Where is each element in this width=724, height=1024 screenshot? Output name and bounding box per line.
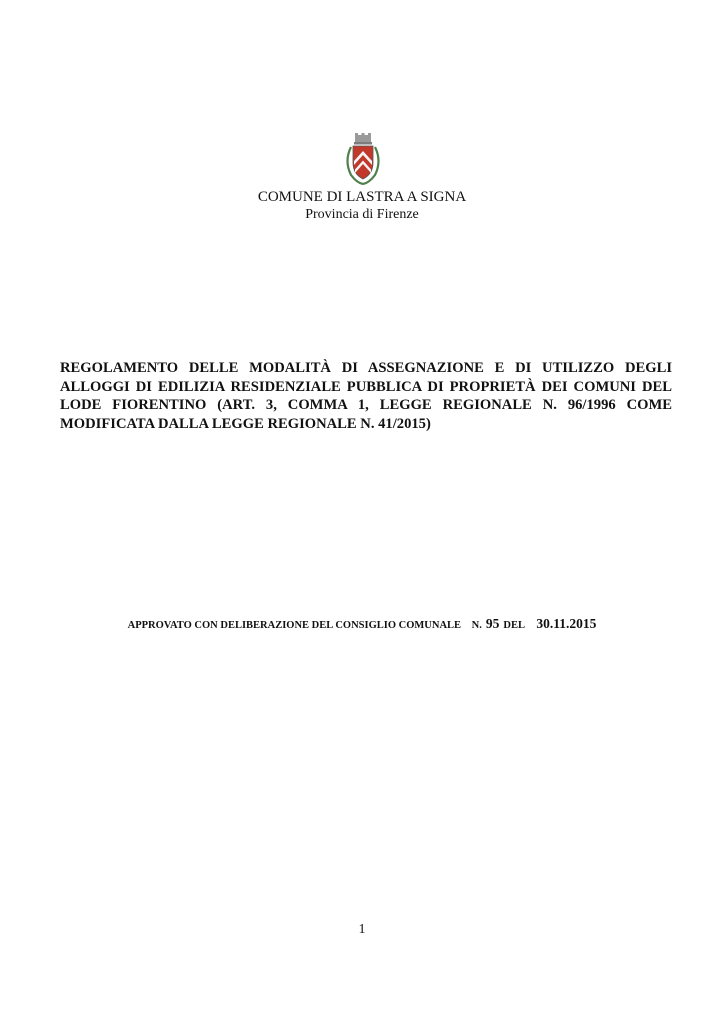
title-line: MODIFICATA DALLA LEGGE REGIONALE N. 41/2015) — [60, 415, 431, 432]
approval-text: APPROVATO CON DELIBERAZIONE DEL CONSIGLIO COMUNALE — [127, 620, 462, 631]
province-name: Provincia di Firenze — [305, 207, 419, 222]
regulation-title — [60, 359, 672, 433]
coat-of-arms-emblem — [343, 133, 383, 187]
page-number: 1 — [358, 922, 366, 937]
title-line: REGOLAMENTO DELLE MODALITÀ DI ASSEGNAZIONE E DI UTILIZZO DEGLI — [60, 360, 672, 376]
title-line: ALLOGGI DI EDILIZIA RESIDENZIALE PUBBLICA DI PROPRIETÀ DEI COMUNI DEL — [60, 378, 672, 395]
approval-date-prefix: DEL — [503, 620, 525, 631]
approval-date: 30.11.2015 — [536, 616, 597, 631]
approval-number: 95 — [485, 616, 500, 631]
title-line: LODE FIORENTINO (ART. 3, COMMA 1, LEGGE REGIONALE N. 96/1996 COME — [60, 397, 672, 413]
approval-number-prefix: N. — [471, 620, 482, 631]
document-header — [0, 188, 724, 224]
municipality-name: COMUNE DI LASTRA A SIGNA — [257, 189, 467, 205]
approval-statement — [0, 615, 724, 633]
coat-of-arms-icon — [343, 133, 383, 187]
